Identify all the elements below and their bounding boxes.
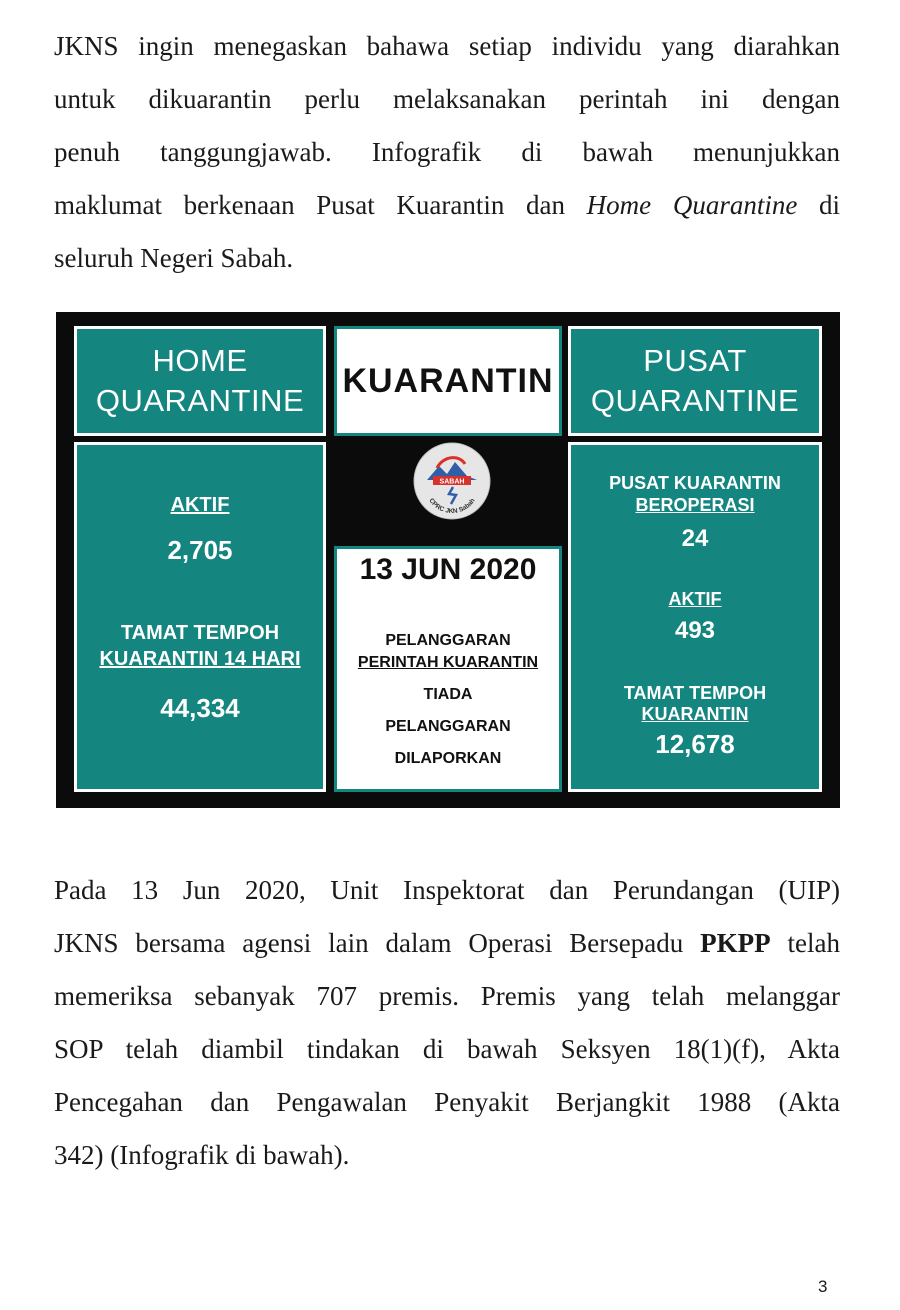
violation-status: TIADA <box>423 686 473 703</box>
tamat-label: TAMAT TEMPOH <box>623 683 767 703</box>
tamat-label: KUARANTIN 14 HARI <box>99 648 301 670</box>
intro-paragraph <box>54 20 840 285</box>
quarantine-infographic <box>56 312 840 808</box>
home-quarantine-stats <box>74 442 326 792</box>
violation-status: DILAPORKAN <box>394 750 502 767</box>
paragraph-line: SOP telah diambil tindakan di bawah Seksyen 18(1)(f), Akta <box>54 1034 840 1064</box>
bold-text-run: PKPP <box>700 928 771 958</box>
aktif-value: 2,705 <box>167 535 233 565</box>
kuarantin-status-panel <box>334 546 562 792</box>
paragraph-line: memeriksa sebanyak 707 premis. Premis yang telah melanggar <box>54 981 840 1011</box>
paragraph-line: JKNS ingin menegaskan bahawa setiap individu yang diarahkan <box>54 31 840 61</box>
header-line: QUARANTINE <box>590 383 800 418</box>
inspection-paragraph <box>54 864 840 1182</box>
text-run: di <box>797 190 840 220</box>
text-run: telah <box>770 928 840 958</box>
tamat-label: KUARANTIN <box>641 704 749 724</box>
paragraph-line: Pencegahan dan Pengawalan Penyakit Berjangkit 1988 (Akta <box>54 1087 840 1117</box>
aktif-label: AKTIF <box>170 494 230 516</box>
paragraph-line <box>54 917 840 970</box>
paragraph-line <box>54 179 840 232</box>
operating-label: BEROPERASI <box>635 495 755 515</box>
logo-label: SABAH <box>439 478 465 486</box>
cprc-jkn-sabah-logo <box>413 442 491 520</box>
header-line: PUSAT <box>643 343 747 378</box>
violation-label: PELANGGARAN <box>385 632 511 649</box>
operating-label: PUSAT KUARANTIN <box>609 473 781 493</box>
text-run: JKNS bersama agensi lain dalam Operasi Bersepadu <box>54 928 701 958</box>
aktif-label: AKTIF <box>668 589 722 609</box>
page-number: 3 <box>818 1277 828 1296</box>
text-run: maklumat berkenaan Pusat Kuarantin dan <box>54 190 587 220</box>
paragraph-line: penuh tanggungjawab. Infografik di bawah menunjukkan <box>54 137 840 167</box>
tamat-value: 44,334 <box>160 693 240 723</box>
tamat-label: TAMAT TEMPOH <box>120 622 280 644</box>
report-date: 13 JUN 2020 <box>359 553 537 586</box>
logo-ring-label: CPRC JKN Sabah <box>427 497 477 516</box>
violation-label: PERINTAH KUARANTIN <box>357 654 539 671</box>
operating-value: 24 <box>681 525 709 552</box>
violation-status: PELANGGARAN <box>385 718 511 735</box>
italic-text-run: Home Quarantine <box>586 190 798 220</box>
paragraph-line: untuk dikuarantin perlu melaksanakan perintah ini dengan <box>54 84 840 114</box>
paragraph-line: seluruh Negeri Sabah. <box>54 243 294 273</box>
home-quarantine-header <box>74 326 326 436</box>
kuarantin-title: KUARANTIN <box>334 326 562 436</box>
paragraph-line: 342) (Infografik di bawah). <box>54 1140 350 1170</box>
header-line: HOME <box>152 343 248 378</box>
pusat-quarantine-header <box>568 326 822 436</box>
pusat-quarantine-stats <box>568 442 822 792</box>
tamat-value: 12,678 <box>655 729 735 759</box>
header-line: QUARANTINE <box>95 383 305 418</box>
paragraph-line: Pada 13 Jun 2020, Unit Inspektorat dan Perundangan (UIP) <box>54 875 840 905</box>
aktif-value: 493 <box>674 617 716 644</box>
